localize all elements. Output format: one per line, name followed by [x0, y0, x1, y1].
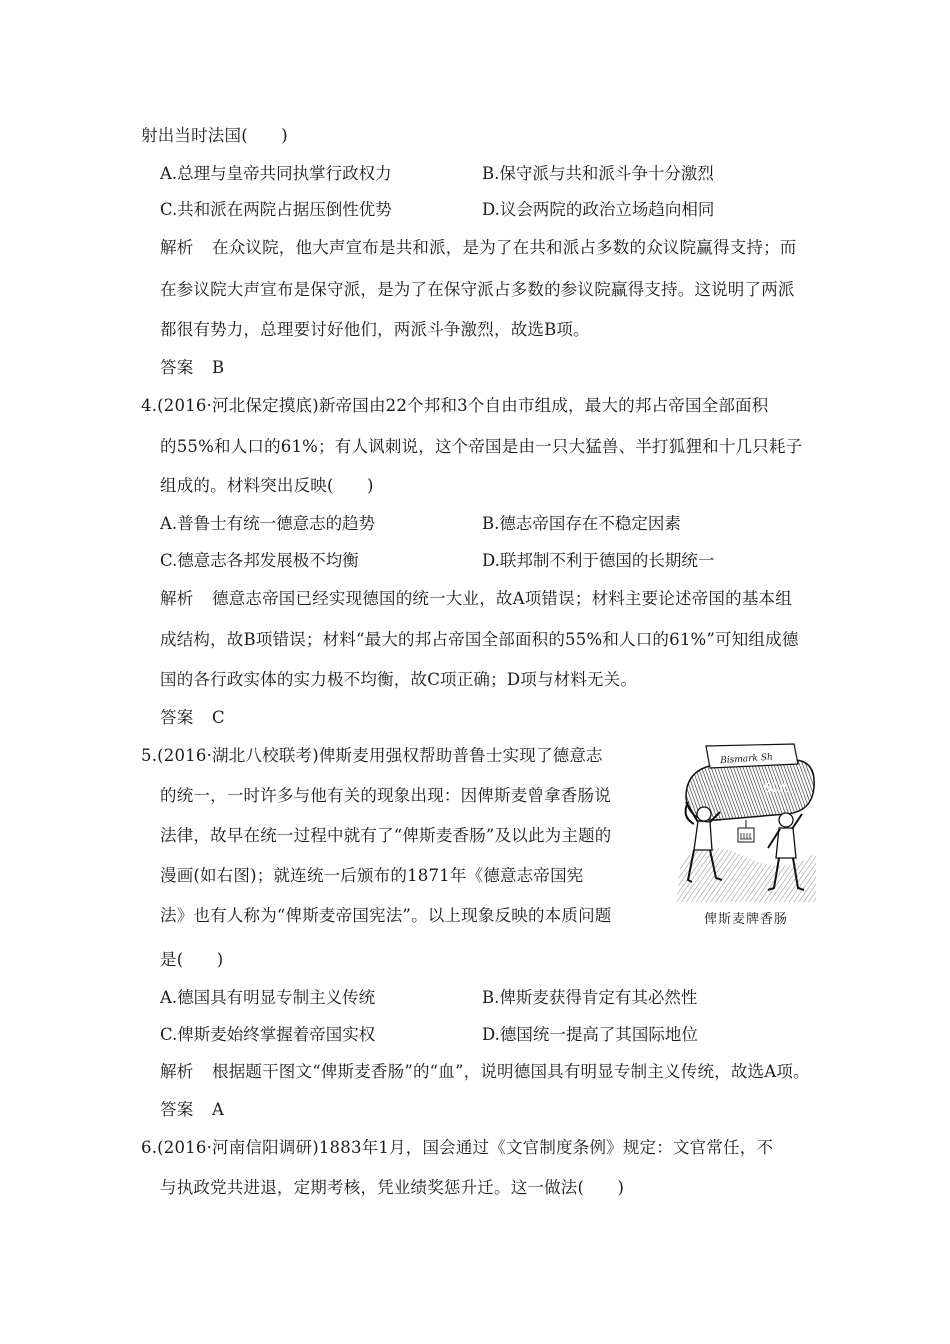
q5-stem-line-6: 是( ) — [160, 950, 224, 969]
q4-stem-line-1: 4.(2016·河北保定摸底)新帝国由22个邦和3个自由市组成，最大的邦占帝国全部面积 — [141, 396, 769, 415]
q4-answer-value: C — [212, 708, 225, 727]
q5-analysis-text-1: 根据题干图文“俾斯麦香肠”的“血”，说明德国具有明显专制主义传统，故选A项。 — [212, 1062, 810, 1081]
q4-option-a: A.普鲁士有统一德意志的趋势 — [160, 514, 376, 533]
q4-answer-label: 答案 — [160, 708, 194, 727]
q5-stem-line-5: 法》也有人称为“俾斯麦帝国宪法”。以上现象反映的本质问题 — [160, 906, 612, 925]
q3-option-d: D.议会两院的政治立场趋向相同 — [482, 200, 715, 219]
q4-analysis-text-1: 德意志帝国已经实现德国的统一大业，故A项错误；材料主要论述帝国的基本组 — [212, 589, 792, 608]
q5-stem-line-1: 5.(2016·湖北八校联考)俾斯麦用强权帮助普鲁士实现了德意志 — [141, 746, 603, 765]
bismarck-sausage-cartoon — [676, 742, 816, 902]
q3-stem-tail: 射出当时法国( ) — [141, 126, 288, 145]
q5-stem-line-4: 漫画(如右图)；就连统一后颁布的1871年《德意志帝国宪 — [160, 866, 584, 885]
q3-option-b: B.保守派与共和派斗争十分激烈 — [482, 164, 714, 183]
q4-stem-line-3: 组成的。材料突出反映( ) — [160, 476, 374, 495]
q5-option-a: A.德国具有明显专制主义传统 — [160, 988, 376, 1007]
q3-analysis-line-1 — [160, 238, 797, 258]
q3-analysis-line-3: 都很有势力，总理要讨好他们，两派斗争激烈，故选B项。 — [160, 320, 590, 339]
q3-answer-line — [160, 358, 224, 378]
q5-analysis-label: 解析 — [160, 1062, 194, 1081]
q4-answer-line — [160, 708, 225, 728]
q5-answer-value: A — [212, 1100, 225, 1119]
q5-answer-line — [160, 1100, 224, 1120]
q4-analysis-line-2: 成结构，故B项错误；材料“最大的邦占帝国全部面积的55%和人口的61%”可知组成德 — [160, 630, 799, 649]
q3-option-a: A.总理与皇帝共同执掌行政权力 — [160, 164, 392, 183]
q4-option-b: B.德志帝国存在不稳定因素 — [482, 514, 681, 533]
q5-option-b: B.俾斯麦获得肯定有其必然性 — [482, 988, 698, 1007]
q3-analysis-label: 解析 — [160, 238, 194, 257]
figure-caption: 俾斯麦牌香肠 — [703, 912, 788, 927]
q5-option-c: C.俾斯麦始终掌握着帝国实权 — [160, 1025, 376, 1044]
q5-analysis-line-1 — [160, 1062, 810, 1082]
q3-answer-value: B — [212, 358, 225, 377]
cartoon-sausage-text: Blut — [764, 781, 788, 795]
q5-answer-label: 答案 — [160, 1100, 194, 1119]
q5-stem-line-3: 法律，故早在统一过程中就有了“俾斯麦香肠”及以此为主题的 — [160, 826, 612, 845]
q3-answer-label: 答案 — [160, 358, 194, 377]
q3-option-c: C.共和派在两院占据压倒性优势 — [160, 200, 392, 219]
q4-stem-line-2: 的55%和人口的61%；有人讽刺说，这个帝国是由一只大猛兽、半打狐狸和十几只耗子 — [160, 437, 803, 456]
q4-option-c: C.德意志各邦发展极不均衡 — [160, 551, 359, 570]
cartoon-banner-text: Bismark Sh — [719, 752, 774, 767]
q5-stem-line-2: 的统一，一时许多与他有关的现象出现：因俾斯麦曾拿香肠说 — [160, 786, 611, 805]
q3-analysis-text-1: 在众议院，他大声宣布是共和派，是为了在共和派占多数的众议院赢得支持；而 — [212, 238, 797, 257]
q4-analysis-label: 解析 — [160, 589, 194, 608]
q5-option-d: D.德国统一提高了其国际地位 — [482, 1025, 698, 1044]
q6-stem-line-1: 6.(2016·河南信阳调研)1883年1月，国会通过《文官制度条例》规定：文官常任，不 — [141, 1138, 774, 1157]
q6-stem-line-2: 与执政党共进退，定期考核，凭业绩奖惩升迁。这一做法( ) — [160, 1178, 625, 1197]
q4-option-d: D.联邦制不利于德国的长期统一 — [482, 551, 715, 570]
q3-analysis-line-2: 在参议院大声宣布是保守派，是为了在保守派占多数的参议院赢得支持。这说明了两派 — [160, 280, 795, 299]
q4-analysis-line-3: 国的各行政实体的实力极不均衡，故C项正确；D项与材料无关。 — [160, 670, 638, 689]
q4-analysis-line-1 — [160, 589, 792, 609]
